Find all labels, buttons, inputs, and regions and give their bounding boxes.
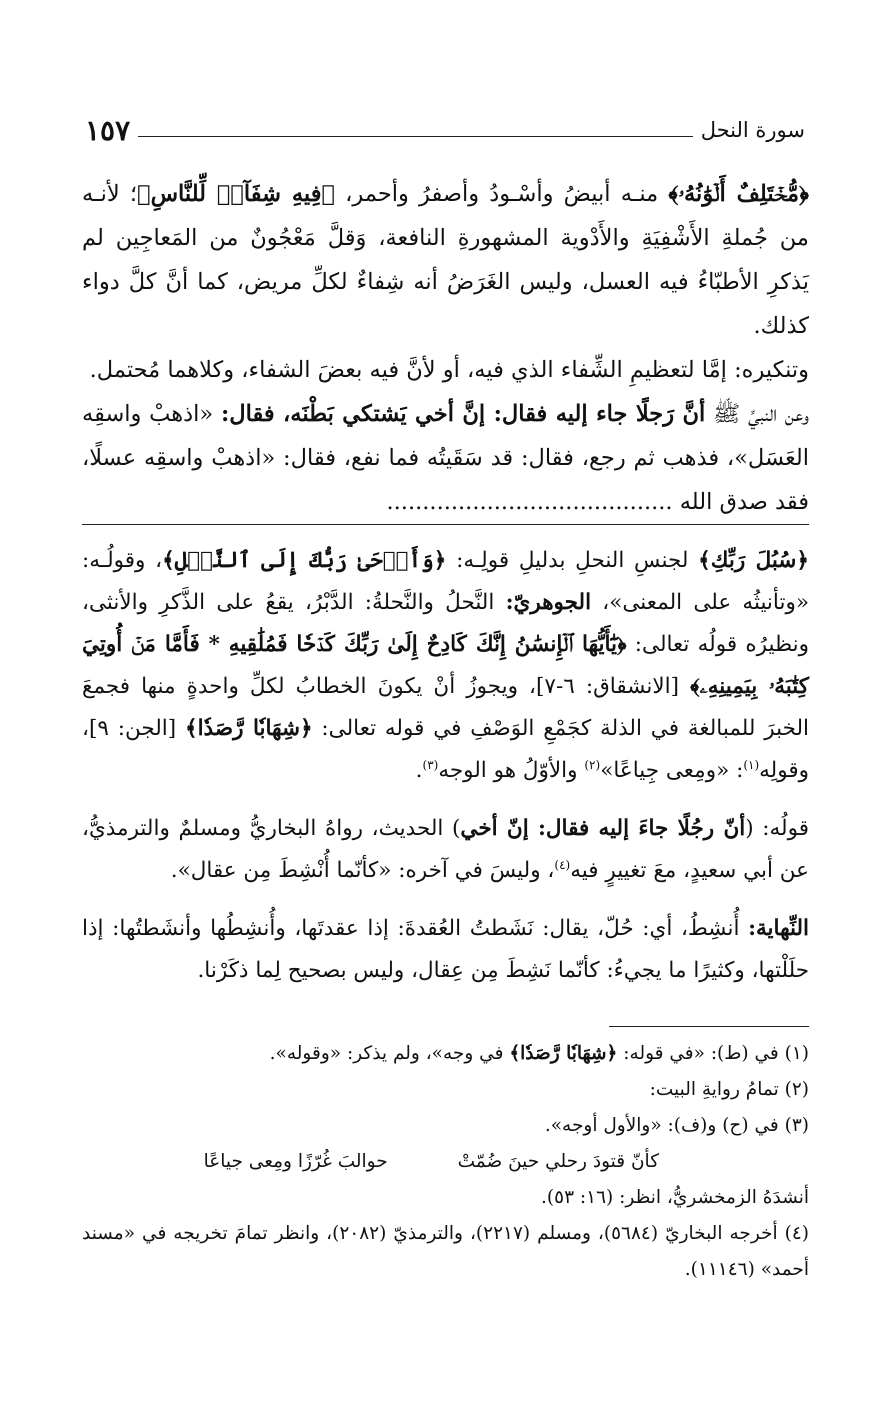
footnote-1 xyxy=(82,1036,809,1072)
main-paragraph-1 xyxy=(82,172,809,348)
main-text xyxy=(82,172,809,524)
hadith-bold: أنَّ رَجلًا جاء إليه فقال: إنَّ أخي يَشتكي بَطْنَه، فقال: xyxy=(220,401,706,427)
footnote-separator xyxy=(609,1026,809,1027)
text-span: منـه أبيضُ وأسْـودُ وأصفرُ وأحمر، xyxy=(334,181,669,207)
commentary xyxy=(82,540,809,992)
main-paragraph-3 xyxy=(82,392,809,524)
page-number: ١٥٧ xyxy=(85,113,131,147)
main-separator xyxy=(82,524,809,525)
continuation-dots: ........................................ xyxy=(386,489,673,515)
text-span: ؛ لأنـه من جُملةِ الأَشْفِيَةِ والأَدْوية المشهورةِ النافعة، وَقلَّ مَعْجُونٌ من المَعاجِين لم يَذكرِ الأطبّاءُ فيه العسل، وليس الغَرَضُ أنه شِفاءٌ لكلِّ مريض، كما أنَّ كلَّ دواء كذلك. xyxy=(82,181,809,339)
text-span: ، وقولُـه: «وتأنيثُه على المعنى»، xyxy=(82,548,809,615)
footnote-4: (٤) أخرجه البخاريّ (٥٦٨٤)، ومسلم (٢٢١٧)، والترمذيّ (٢٠٨٢)، وانظر تمامَ تخريجه في «مسند أحمد» (١١١٤٦). xyxy=(82,1223,809,1280)
hadith-bold: أنّ رجُلًا جاءَ إليه فقال: إنّ أخي xyxy=(460,816,746,841)
commentary-paragraph-3 xyxy=(82,908,809,992)
footnote-3: (٣) في (ح) و(ف): «والأول أوجه». xyxy=(544,1115,809,1136)
text-span: «اذهبْ واسقِه العَسَل»، فذهب ثم رجع، فقال: قد سَقَيتُه فما نفع، فقال: «اذهبْ واسقِه عسلًا، فقد صدق الله xyxy=(82,401,809,515)
quran-quote: ﴿سُبُلَ رَبِّكِ﴾ xyxy=(698,548,809,573)
quran-quote: ﴿يَٰٓأَيُّهَا ٱلۡإِنسَٰنُ إِنَّكَ كَادِحٌ إِلَىٰ رَبِّكَ كَدۡحٗا فَمُلَٰقِيهِ * فَأَمَّا مَنۡ أُوتِيَ كِتَٰبَهُۥ بِيَمِينِهِۦ﴾ xyxy=(82,632,810,699)
text-span: [الجن: ٩]، وقولِه xyxy=(82,716,809,783)
source-label: الجوهريّ: xyxy=(505,590,592,615)
text-span: لجنسِ النحلِ بدليلِ قولِـه: xyxy=(446,548,699,573)
source-label: النِّهاية: xyxy=(748,916,809,941)
text-span: النَّحلُ والنَّحلةُ: الدَّبْرُ، يقعُ على الذَّكرِ والأنثى، ونظيرُه قولُه تعالى: xyxy=(82,590,809,657)
text-span: ) الحديث، رواهُ البخاريُّ ومسلمٌ والترمذيُّ، عن أبي سعيدٍ، معَ تغييرٍ فيه xyxy=(82,816,809,883)
text-span: أُنشِطُ، أي: حُلّ، يقال: نَشَطتُ العُقدةَ: إذا عقدتَها، وأُنشِطُها وأنشَطتُها: إذا حلَلْتها، وكثيرًا ما يجيءُ: كأنّما نَشِطَ مِن عِقال، وليس بصحيح لِما ذكَرْنا. xyxy=(82,916,809,983)
verse-source: أنشدَهُ الزمخشريُّ، انظر: (١٦: ٥٣). xyxy=(541,1187,809,1208)
text-span: : «ومِعى جِياعًا» xyxy=(600,758,744,783)
text-span: ، وليسَ في آخره: «كأنّما أُنْشِطَ مِن عقال». xyxy=(170,858,555,883)
main-paragraph-2 xyxy=(82,348,809,392)
text-span: وتنكيره: إمَّا لتعظيمِ الشِّفاء الذي فيه، أو لأنَّ فيه بعضَ الشفاء، وكلاهما مُحتمل. xyxy=(89,357,809,383)
quran-quote: ﴿فِيهِ شِفَآءٞ لِّلنَّاسِ﴾ xyxy=(137,181,335,207)
surah-title: سورة النحل xyxy=(700,118,805,142)
text-span: وعن النبيِّ ﷺ xyxy=(705,401,809,427)
footnote-ref[interactable]: (٣) xyxy=(422,757,439,772)
footnotes xyxy=(82,1036,809,1288)
text-span: في وجه»، ولم يذكر: «وقوله». xyxy=(269,1043,510,1064)
text-span: قولُه: ( xyxy=(745,816,809,841)
commentary-paragraph-2 xyxy=(82,808,809,892)
footnote-2: (٢) تمامُ روايةِ البيت: xyxy=(649,1079,809,1100)
commentary-paragraph-1 xyxy=(82,540,809,792)
text-span: . xyxy=(415,758,423,783)
quran-quote: ﴿مُّخۡتَلِفٌ أَلۡوَٰنُهُۥ﴾ xyxy=(668,181,809,207)
text-span: [الانشقاق: ٦-٧]، ويجوزُ أنْ يكونَ الخطابُ لكلِّ واحدةٍ منها فجمعَ الخبرَ للمبالغة في الذلة كجَمْعِ الوَصْفِ في قوله تعالى: xyxy=(82,674,810,741)
footnote-ref[interactable]: (١) xyxy=(743,757,760,772)
quran-quote: ﴿شِهَابٗا رَّصَدٗا﴾ xyxy=(184,716,313,741)
text-span: والأوّلُ هو الوجه xyxy=(438,758,585,783)
quran-quote: ﴿شِهَابٗا رَّصَدٗا﴾ xyxy=(509,1043,618,1064)
page-header xyxy=(85,112,805,148)
footnote-ref[interactable]: (٢) xyxy=(584,757,601,772)
header-rule xyxy=(138,136,693,137)
poem-verse xyxy=(82,1144,809,1180)
verse-second-half: حوالبَ غُرّزًا ومِعى جياعًا xyxy=(203,1151,388,1172)
footnote-ref[interactable]: (٤) xyxy=(554,857,571,872)
text-span: (١) في (ط): «في قوله: xyxy=(617,1043,809,1064)
quran-quote: ﴿وَأَوۡحَىٰ رَبُّكَ إِلَى ٱلنَّحۡلِ﴾ xyxy=(162,548,447,573)
verse-first-half: كأنّ قتودَ رحلي حينَ ضُمّتْ xyxy=(457,1151,659,1172)
